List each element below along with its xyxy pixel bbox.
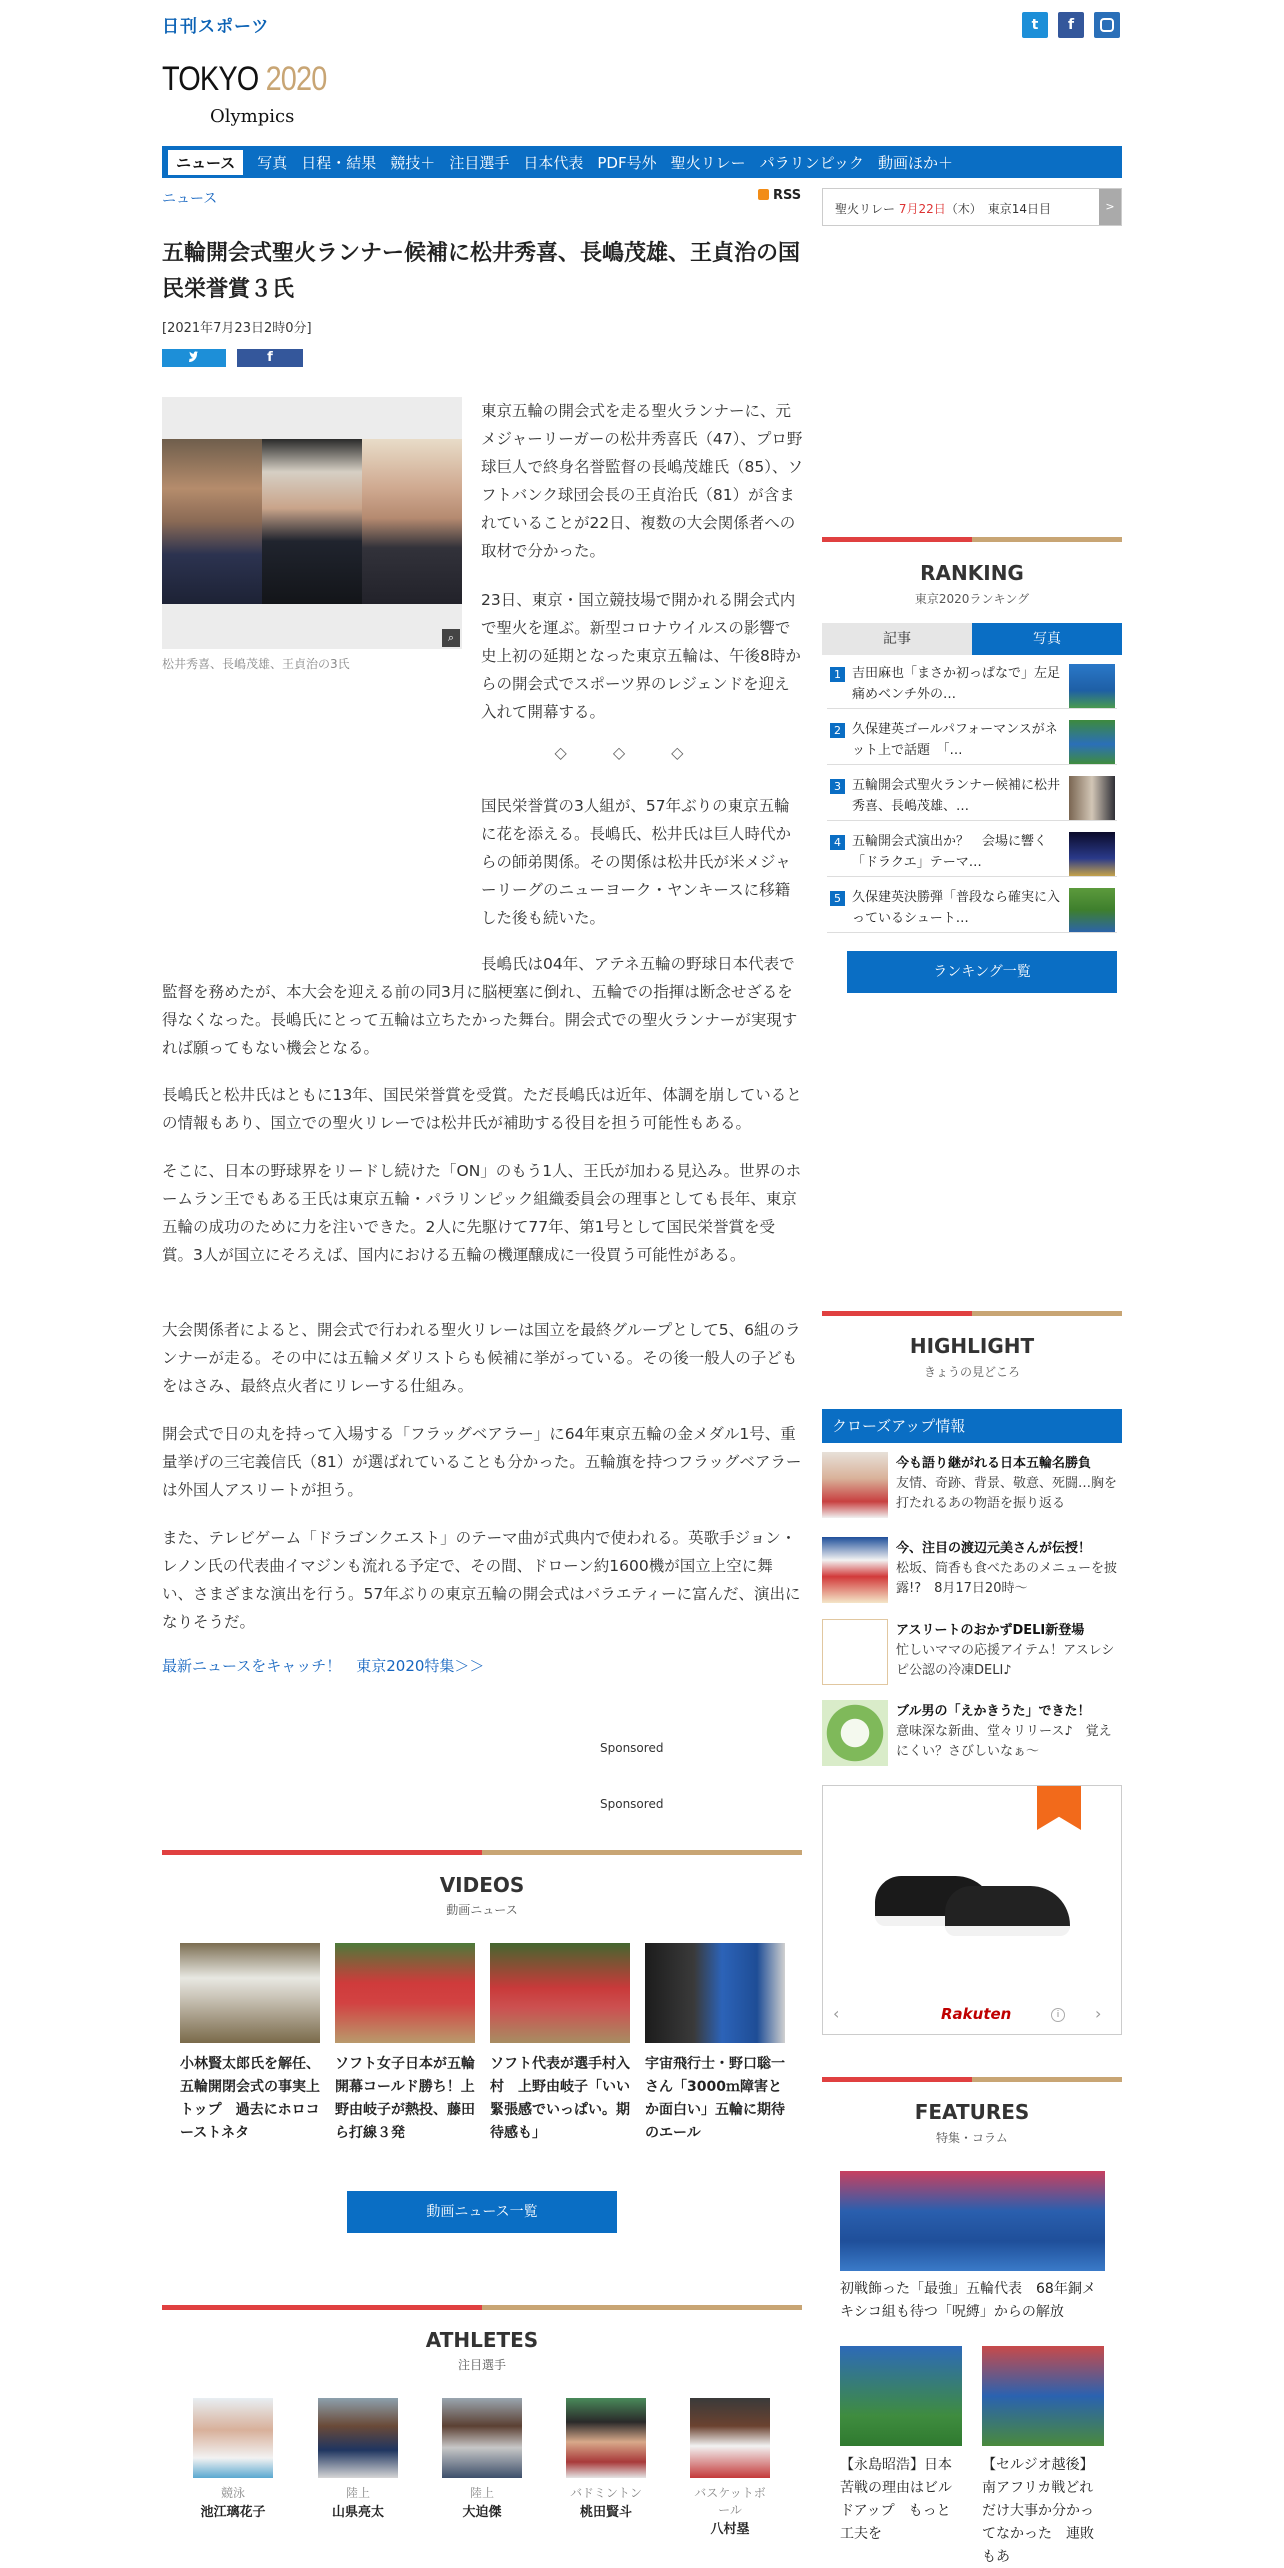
article-paragraph-9: また、テレビゲーム「ドラゴンクエスト」のテーマ曲が式典内で使われる。英歌手ジョン・レノン氏の代表曲イマジンも流れる予定で、その間、ドローン約1600機が国立上空に舞い、さまざまな演出を行う。57年ぶりの東京五輪の開会式はバラエティーに富んだ、演出になりそうだ。	[162, 1529, 801, 1631]
video-title[interactable]: 小林賢太郎氏を解任、五輪開閉会式の事実上トップ 過去にホロコーストネタ	[180, 2056, 320, 2141]
info-icon[interactable]: i	[1051, 2008, 1065, 2022]
athlete-photo[interactable]	[193, 2398, 273, 2478]
feature-main-thumb[interactable]	[840, 2171, 1105, 2271]
article-photo[interactable]	[162, 397, 462, 649]
site-logo[interactable]: 日刊スポーツ	[162, 17, 270, 37]
ranking-thumb[interactable]	[1069, 888, 1115, 932]
nav-videos[interactable]: 動画ほか＋	[878, 153, 954, 172]
article-paragraph-1: 東京五輪の開会式を走る聖火ランナーに、元メジャーリーガーの松井秀喜氏（47）、プロ野球巨人で終身名誉監督の長嶋茂雄氏（85）、ソフトバンク球団会長の王貞治氏（81）が含まれていることが22日、複数の大会関係者への取材で分かった。	[481, 402, 803, 560]
closeup-text: 意味深な新曲、堂々リリース♪ 覚えにくい？さびしいなぁ～	[896, 1724, 1112, 1759]
photo-nagashima	[262, 439, 362, 604]
zoom-icon[interactable]: ⌕	[442, 629, 460, 647]
nav-torch-relay[interactable]: 聖火リレー	[670, 153, 746, 172]
article-paragraph-6: そこに、日本の野球界をリードし続けた「ON」のもう1人、王氏が加わる見込み。世界のホームラン王でもある王氏は東京五輪・パラリンピック組織委員会の理事としても長年、東京五輪の成功のために力を注いできた。2人に先駆けて77年、第1号として国民栄誉賞を受賞。3人が国立にそろえば、国内における五輪の機運醸成に一役買う可能性がある。	[162, 1162, 802, 1264]
feature-card[interactable]	[840, 2346, 962, 2546]
closeup-header: クローズアップ情報	[822, 1409, 1122, 1443]
features-divider	[822, 2077, 1122, 2082]
highlight-subtitle: きょうの見どころ	[923, 1365, 1020, 1379]
video-card[interactable]	[645, 1943, 785, 2145]
video-title[interactable]: ソフト女子日本が五輪開幕コールド勝ち！上野由岐子が熱投、藤田ら打線３発	[335, 2056, 475, 2141]
instagram-icon[interactable]	[1094, 12, 1120, 38]
feature-card[interactable]	[982, 2346, 1104, 2568]
athlete-photo[interactable]	[442, 2398, 522, 2478]
ranking-divider	[822, 537, 1122, 542]
closeup-item[interactable]	[822, 1537, 1122, 1607]
athletes-divider	[162, 2305, 802, 2310]
sponsored-label-2: Sponsored	[600, 1797, 664, 1811]
athlete-sport: バスケットボール	[694, 2486, 766, 2517]
rank-number: 5	[830, 891, 845, 906]
rss-label: RSS	[773, 188, 802, 203]
share-facebook-button[interactable]	[237, 349, 303, 367]
rakuten-logo[interactable]: Rakuten	[941, 2005, 1012, 2023]
feature-title[interactable]: 【永島昭浩】日本苦戦の理由はビルドアップ もっと工夫を	[840, 2457, 952, 2542]
ranking-thumb[interactable]	[1069, 720, 1115, 764]
nav-photos[interactable]: 写真	[257, 153, 288, 172]
closeup-item[interactable]	[822, 1700, 1122, 1770]
athlete-card[interactable]	[193, 2398, 273, 2520]
ranking-item[interactable]	[827, 719, 1117, 765]
athletes-title: ATHLETES	[425, 2328, 539, 2352]
ranking-item[interactable]	[827, 887, 1117, 933]
breadcrumb[interactable]: ニュース	[162, 191, 218, 207]
nav-sports[interactable]: 競技＋	[390, 153, 436, 172]
ranking-thumb[interactable]	[1069, 832, 1115, 876]
sponsored-label-1: Sponsored	[600, 1741, 664, 1755]
article-paragraph-8: 開会式で日の丸を持って入場する「フラッグベアラー」に64年東京五輪の金メダル1号、重量挙げの三宅義信氏（81）が選ばれていることも分かった。五輪旗を持つフラッグベアラーは外国人アスリートが担う。	[162, 1425, 802, 1499]
rank-number: 2	[830, 723, 845, 738]
rank-number: 4	[830, 835, 845, 850]
advertisement[interactable]	[822, 1785, 1122, 2035]
videos-divider	[162, 1850, 802, 1855]
tab-articles[interactable]: 記事	[822, 623, 972, 655]
athlete-card[interactable]	[566, 2398, 646, 2520]
athlete-name[interactable]: 池江璃花子	[200, 2505, 266, 2520]
video-thumbnail[interactable]	[645, 1943, 785, 2043]
nav-athletes[interactable]: 注目選手	[449, 153, 510, 172]
athlete-photo[interactable]	[318, 2398, 398, 2478]
nav-paralympics[interactable]: パラリンピック	[759, 153, 864, 172]
share-twitter-button[interactable]	[162, 349, 226, 367]
athlete-card[interactable]	[690, 2398, 770, 2537]
video-card[interactable]	[335, 1943, 475, 2145]
article-paragraph-4: 長嶋氏は04年、アテネ五輪の野球日本代表で監督を務めたが、本大会を迎える前の同3月に脳梗塞に倒れ、五輪での指揮は断念せざるを得なくなった。長嶋氏にとって五輪は立ちたかった舞台。開会式での聖火ランナーが実現すれば願ってもない機会となる。	[162, 955, 798, 1057]
closeup-title[interactable]: 今、注目の渡辺元美さんが伝授！	[896, 1541, 1092, 1556]
main-nav	[162, 146, 1122, 178]
athlete-card[interactable]	[318, 2398, 398, 2520]
chevron-right-icon[interactable]: ›	[1095, 2004, 1102, 2023]
logo-olympics: Olympics	[210, 106, 295, 127]
highlight-title: HIGHLIGHT	[909, 1334, 1035, 1358]
closeup-thumb[interactable]	[822, 1700, 888, 1766]
feature-title[interactable]: 【セルジオ越後】南アフリカ戦どれだけ大事か分かってなかった 連敗もあ	[982, 2457, 1094, 2565]
facebook-icon: f	[267, 350, 273, 365]
closeup-item[interactable]	[822, 1452, 1122, 1522]
athlete-card[interactable]	[442, 2398, 522, 2520]
ranking-text[interactable]: 吉田麻也「まさか初っぱなで」左足痛めベンチ外の…	[852, 666, 1061, 702]
logo-year: 2020	[265, 60, 327, 98]
closeup-title[interactable]: アスリートのおかずDELI新登場	[896, 1623, 1085, 1638]
ranking-text[interactable]: 久保建英ゴールパフォーマンスがネット上で話題 「…	[852, 722, 1058, 758]
photo-oh	[362, 439, 462, 604]
article-paragraph-2: 23日、東京・国立競技場で開かれる開会式内で聖火を運ぶ。新型コロナウイルスの影響で史上初の延期となった東京五輪は、午後8時からの開会式でスポーツ界のレジェンドを迎え入れて開幕する。	[481, 591, 801, 721]
ranking-text[interactable]: 五輪開会式演出か？ 会場に響く「ドラクエ」テーマ…	[852, 834, 1048, 870]
ranking-thumb[interactable]	[1069, 776, 1115, 820]
logo-tokyo: TOKYO	[162, 60, 266, 98]
rank-number: 3	[830, 779, 845, 794]
feature-main-title[interactable]: 初戦飾った「最強」五輪代表 68年銅メキシコ組も待つ「呪縛」からの解放	[840, 2281, 1096, 2320]
video-thumbnail[interactable]	[180, 1943, 320, 2043]
closeup-thumb[interactable]	[822, 1619, 888, 1685]
ranking-thumb[interactable]	[1069, 664, 1115, 708]
video-thumbnail[interactable]	[335, 1943, 475, 2043]
photo-matsui	[162, 439, 262, 604]
videos-subtitle: 動画ニュース	[446, 1903, 518, 1917]
video-thumbnail[interactable]	[490, 1943, 630, 2043]
athlete-name[interactable]: 八村塁	[710, 2522, 750, 2537]
video-title[interactable]: ソフト代表が選手村入村 上野由岐子「いい緊張感でいっぱい。期待感も」	[490, 2056, 630, 2141]
ranking-subtitle: 東京2020ランキング	[914, 592, 1030, 606]
ad-ribbon	[1037, 1786, 1081, 1830]
ranking-text[interactable]: 久保建英決勝弾「普段なら確実に入っているシュート…	[852, 890, 1061, 926]
closeup-thumb[interactable]	[822, 1537, 888, 1603]
features-subtitle: 特集・コラム	[936, 2131, 1008, 2145]
nav-japan-team[interactable]: 日本代表	[523, 153, 584, 172]
ranking-item[interactable]	[827, 663, 1117, 709]
ranking-item[interactable]	[827, 831, 1117, 877]
video-card[interactable]	[490, 1943, 630, 2145]
closeup-item[interactable]	[822, 1619, 1122, 1689]
ranking-item[interactable]	[827, 775, 1117, 821]
torch-relay-ticker[interactable]	[822, 188, 1122, 226]
nav-pdf[interactable]: PDF号外	[597, 153, 657, 172]
rss-link[interactable]	[758, 188, 801, 203]
tokyo2020-logo[interactable]	[162, 62, 326, 96]
article-title: 五輪開会式聖火ランナー候補に松井秀喜、長嶋茂雄、王貞治の国民栄誉賞３氏	[162, 241, 801, 302]
article-date: [2021年7月23日2時0分]	[162, 321, 312, 336]
ranking-list-button[interactable]: ランキング一覧	[847, 951, 1117, 993]
article-divider: ◇◇◇	[554, 743, 730, 762]
closeup-text: 松坂、筒香も食べたあのメニューを披露!? 8月17日20時～	[896, 1561, 1118, 1596]
nav-news[interactable]: ニュース	[168, 150, 243, 175]
athlete-name[interactable]: 山県亮太	[331, 2505, 384, 2520]
videos-title: VIDEOS	[439, 1873, 525, 1897]
twitter-icon[interactable]: t	[1022, 12, 1048, 38]
ranking-tabs	[822, 623, 1122, 655]
athletes-subtitle: 注目選手	[457, 2358, 506, 2372]
athlete-name[interactable]: 大迫傑	[462, 2505, 502, 2520]
ranking-title: RANKING	[920, 561, 1024, 585]
athlete-sport: 競泳	[220, 2486, 245, 2500]
closeup-thumb[interactable]	[822, 1452, 888, 1518]
article-paragraph-7: 大会関係者によると、開会式で行われる聖火リレーは国立を最終グループとして5、6組のランナーが走る。その中には五輪メダリストらも候補に挙がっている。その後一般人の子どもをはさみ、最終点火者にリレーする仕組み。	[162, 1321, 801, 1395]
video-title[interactable]: 宇宙飛行士・野口聡一さん「3000ｍ障害とか面白い」五輪に期待のエール	[645, 2056, 785, 2141]
chevron-right-icon[interactable]: >	[1099, 189, 1121, 225]
photo-caption: 松井秀喜、長嶋茂雄、王貞治の3氏	[162, 657, 350, 671]
feature-thumb[interactable]	[982, 2346, 1104, 2446]
relay-date: 7月22日	[898, 202, 946, 216]
nav-schedule[interactable]: 日程・結果	[301, 153, 377, 172]
twitter-icon	[162, 349, 226, 367]
tab-photos[interactable]: 写真	[972, 623, 1122, 655]
article-paragraph-3: 国民栄誉賞の3人組が、57年ぶりの東京五輪に花を添える。長嶋氏、松井氏は巨人時代からの師弟関係。その関係は松井氏が米メジャーリーグのニューヨーク・ヤンキースに移籍した後も続いた。	[481, 797, 792, 927]
closeup-text: 忙しいママの応援アイテム！アスレシピ公認の冷凍DELI♪	[896, 1643, 1115, 1678]
shoe-image[interactable]	[875, 1866, 1075, 1936]
chevron-left-icon[interactable]: ‹	[833, 2004, 840, 2023]
closeup-title[interactable]: ブル男の「えかきうた」できた！	[896, 1704, 1091, 1719]
article-paragraph-5: 長嶋氏と松井氏はともに13年、国民栄誉賞を受賞。ただ長嶋氏は近年、体調を崩しているとの情報もあり、国立での聖火リレーでは松井氏が補助する役目を担う可能性もある。	[162, 1086, 802, 1132]
facebook-icon[interactable]: f	[1058, 12, 1084, 38]
video-list-button[interactable]: 動画ニュース一覧	[347, 2191, 617, 2233]
ranking-text[interactable]: 五輪開会式聖火ランナー候補に松井秀喜、長嶋茂雄、…	[852, 778, 1061, 814]
athlete-sport: 陸上	[469, 2486, 494, 2500]
closeup-title[interactable]: 今も語り継がれる日本五輪名勝負	[896, 1456, 1092, 1471]
video-card[interactable]	[180, 1943, 320, 2145]
rank-number: 1	[830, 667, 845, 682]
highlight-divider	[822, 1311, 1122, 1316]
athlete-photo[interactable]	[566, 2398, 646, 2478]
athlete-photo[interactable]	[690, 2398, 770, 2478]
closeup-text: 友情、奇跡、背景、敬意、死闘…胸を打たれるあの物語を振り返る	[896, 1476, 1118, 1511]
latest-news-link[interactable]: 最新ニュースをキャッチ！ 東京2020特集＞＞	[162, 1657, 485, 1675]
feature-thumb[interactable]	[840, 2346, 962, 2446]
athlete-sport: バドミントン	[570, 2486, 642, 2500]
relay-prefix: 聖火リレー	[835, 202, 899, 216]
relay-suffix: （木） 東京14日目	[945, 202, 1052, 216]
features-title: FEATURES	[914, 2100, 1030, 2124]
rss-icon	[758, 189, 769, 200]
athlete-name[interactable]: 桃田賢斗	[579, 2505, 632, 2520]
athlete-sport: 陸上	[345, 2486, 370, 2500]
